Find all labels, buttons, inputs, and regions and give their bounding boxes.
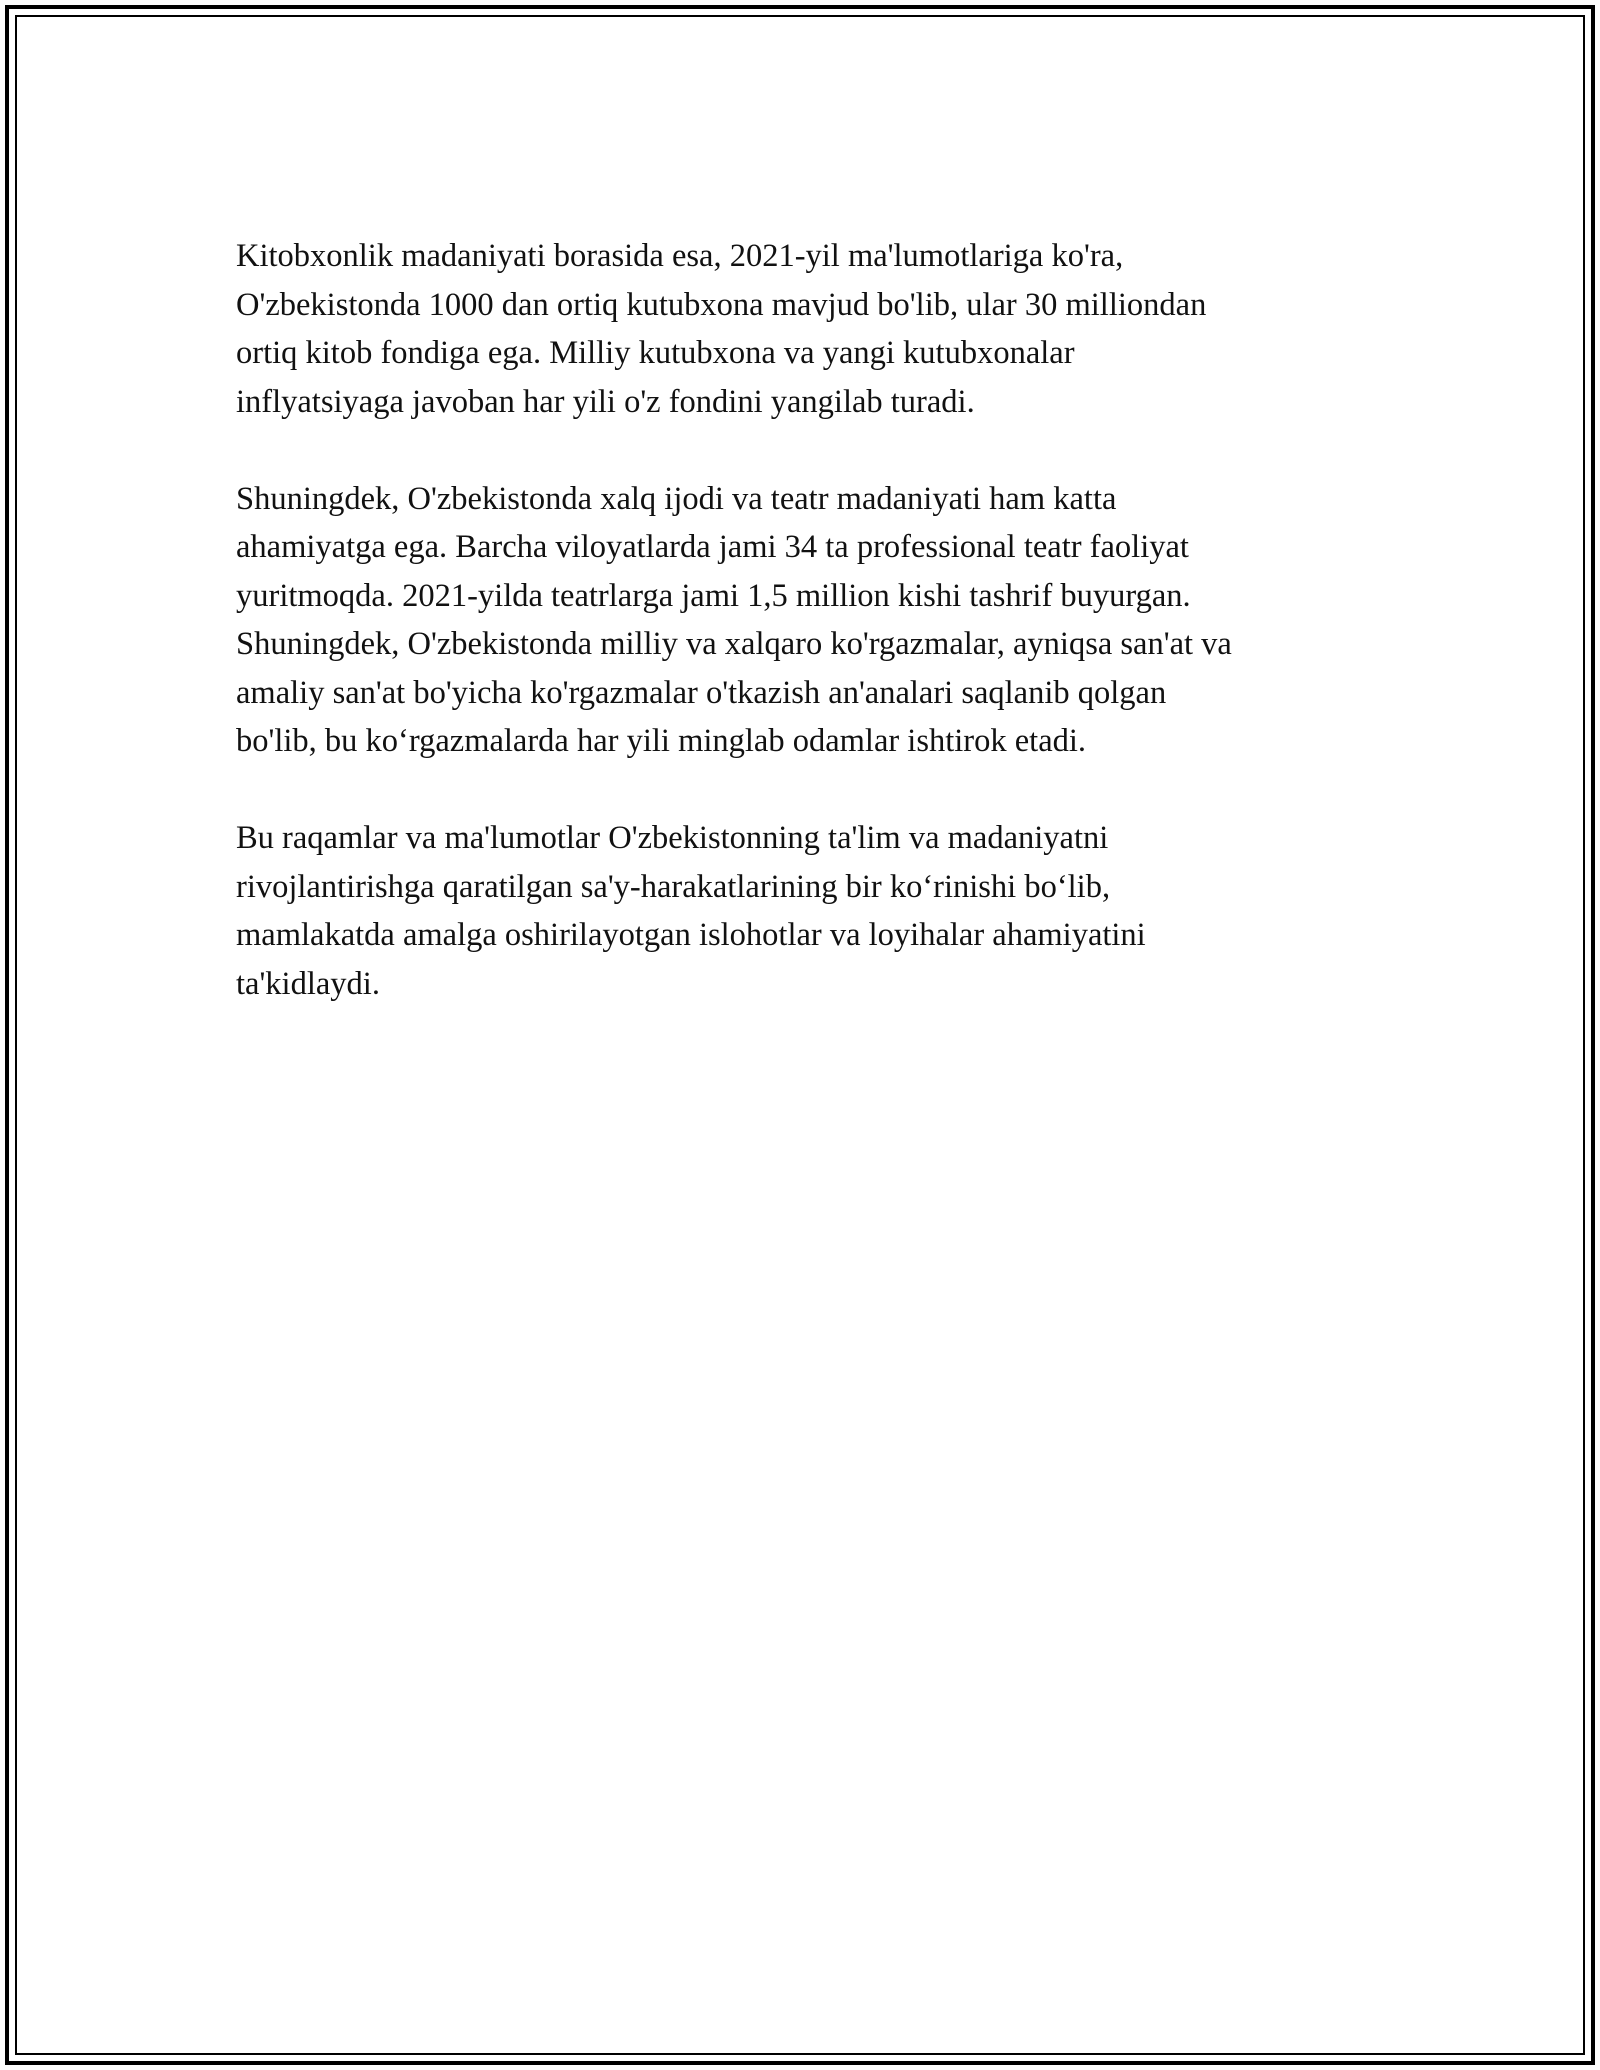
paragraph-line: Shuningdek, O'zbekistonda milliy va xalqaro ko'rgazmalar, ayniqsa san'at va [236,626,1232,662]
document-body [236,232,1376,1057]
paragraph-line: inflyatsiyaga javoban har yili o'z fondini yangilab turadi. [236,383,975,420]
paragraph-line: ta'kidlaydi. [236,965,380,1002]
paragraph-line: Shuningdek, O'zbekistonda xalq ijodi va teatr madaniyati ham katta [236,480,1117,517]
paragraph-line: rivojlantirishga qaratilgan sa'y-harakatlarining bir ko‘rinishi bo‘lib, [236,868,1111,905]
paragraph-line: ahamiyatga ega. Barcha viloyatlarda jami 34 ta professional teatr faoliyat [236,529,1189,565]
paragraph-3 [236,814,1376,1008]
paragraph-line: amaliy san'at bo'yicha ko'rgazmalar o'tkazish an'analari saqlanib qolgan [236,674,1167,711]
paragraph-2 [236,475,1376,766]
paragraph-line: Bu raqamlar va ma'lumotlar O'zbekistonning ta'lim va madaniyatni [236,820,1109,856]
paragraph-line: mamlakatda amalga oshirilayotgan islohotlar va loyihalar ahamiyatini [236,917,1146,953]
paragraph-line: O'zbekistonda 1000 dan ortiq kutubxona mavjud bo'lib, ular 30 milliondan [236,286,1207,323]
paragraph-1 [236,232,1376,426]
paragraph-line: bo'lib, bu ko‘rgazmalarda har yili minglab odamlar ishtirok etadi. [236,723,1087,759]
paragraph-line: Kitobxonlik madaniyati borasida esa, 2021-yil ma'lumotlariga ko'ra, [236,238,1124,274]
paragraph-line: yuritmoqda. 2021-yilda teatrlarga jami 1,5 million kishi tashrif buyurgan. [236,577,1191,614]
paragraph-line: ortiq kitob fondiga ega. Milliy kutubxona va yangi kutubxonalar [236,335,1075,371]
